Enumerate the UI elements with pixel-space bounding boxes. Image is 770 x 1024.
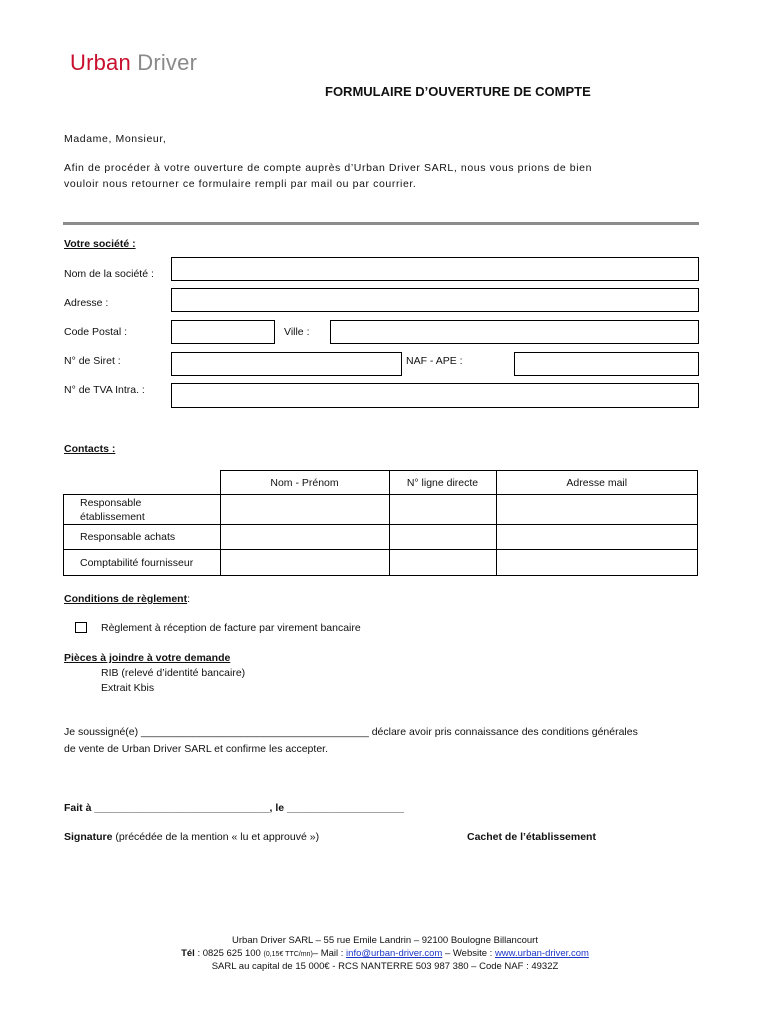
row-label	[64, 495, 221, 525]
greeting: Madame, Monsieur,	[64, 133, 167, 145]
declaration-line-1: Je soussigné(e) _______________________________________ déclare avoir pris connaissance des conditions générales	[64, 726, 638, 738]
column-header-phone: N° ligne directe	[389, 471, 496, 495]
table-row	[64, 525, 698, 550]
form-title: FORMULAIRE D’OUVERTURE DE COMPTE	[325, 84, 591, 99]
phone-cell[interactable]	[389, 495, 496, 525]
pieces-heading: Pièces à joindre à votre demande	[64, 652, 231, 664]
signature-label-text: Signature	[64, 831, 113, 843]
bank-transfer-checkbox[interactable]	[75, 622, 87, 633]
piece-item: Extrait Kbis	[101, 682, 155, 694]
footer-email-link[interactable]: info@urban-driver.com	[346, 948, 443, 959]
city-field[interactable]	[330, 320, 699, 344]
name-cell[interactable]	[220, 550, 389, 576]
place-date-line: Fait à ______________________________, le ____________________	[64, 802, 404, 814]
siret-field[interactable]	[171, 352, 402, 376]
table-header-row	[64, 471, 698, 495]
postal-code-field[interactable]	[171, 320, 275, 344]
city-label: Ville :	[284, 326, 310, 338]
conditions-heading	[64, 593, 190, 605]
email-cell[interactable]	[496, 495, 698, 525]
row-label: Responsable achats	[64, 525, 221, 550]
phone-cell[interactable]	[389, 525, 496, 550]
footer-contact-line	[0, 948, 770, 959]
signature-note: (précédée de la mention « lu et approuvé »)	[115, 831, 320, 843]
footer-address: Urban Driver SARL – 55 rue Emile Landrin – 92100 Boulogne Billancourt	[232, 935, 538, 946]
siret-label: N° de Siret :	[64, 355, 121, 367]
intro-line-1: Afin de procéder à votre ouverture de compte auprès d’Urban Driver SARL, nous vous prions de bien	[64, 162, 593, 174]
signature-label	[64, 831, 319, 843]
conditions-colon: :	[187, 593, 191, 605]
column-header-name: Nom - Prénom	[220, 471, 389, 495]
naf-label: NAF - APE :	[406, 355, 463, 367]
declaration-line-2: de vente de Urban Driver SARL et confirme les accepter.	[64, 743, 328, 755]
email-cell[interactable]	[496, 525, 698, 550]
row-label-line: établissement	[80, 510, 145, 523]
name-cell[interactable]	[220, 525, 389, 550]
footer-tel-rate: (0,15€ TTC/mn)	[263, 951, 313, 958]
logo-word-urban: Urban	[70, 50, 131, 75]
address-field[interactable]	[171, 288, 699, 312]
column-header-email: Adresse mail	[496, 471, 698, 495]
vat-label: N° de TVA Intra. :	[64, 384, 145, 396]
societe-heading: Votre société :	[64, 238, 136, 250]
row-label-line: Responsable	[80, 496, 142, 509]
address-label: Adresse :	[64, 297, 109, 309]
piece-item: RIB (relevé d’identité bancaire)	[101, 667, 246, 679]
contacts-heading: Contacts :	[64, 443, 116, 455]
footer-website-label: – Website :	[444, 948, 493, 959]
naf-field[interactable]	[514, 352, 699, 376]
bank-transfer-option-label: Règlement à réception de facture par virement bancaire	[101, 622, 361, 634]
table-row	[64, 550, 698, 576]
footer-legal: SARL au capital de 15 000€ - RCS NANTERRE 503 987 380 – Code NAF : 4932Z	[211, 961, 559, 972]
conditions-heading-text: Conditions de règlement	[64, 593, 188, 605]
email-cell[interactable]	[496, 550, 698, 576]
section-divider	[63, 222, 699, 225]
company-name-label: Nom de la société :	[64, 268, 154, 280]
brand-logo	[70, 50, 197, 76]
vat-field[interactable]	[171, 383, 699, 408]
header-blank-cell	[64, 471, 221, 495]
company-name-field[interactable]	[171, 257, 699, 281]
stamp-label: Cachet de l’établissement	[467, 831, 596, 843]
phone-cell[interactable]	[389, 550, 496, 576]
intro-line-2: vouloir nous retourner ce formulaire rempli par mail ou par courrier.	[64, 178, 417, 190]
footer-mail-label: – Mail :	[312, 948, 344, 959]
footer-tel-label: Tél	[181, 948, 195, 959]
postal-code-label: Code Postal :	[64, 326, 128, 338]
footer-website-link[interactable]: www.urban-driver.com	[494, 948, 589, 959]
footer-tel: : 0825 625 100	[197, 948, 261, 959]
table-row	[64, 495, 698, 525]
row-label: Comptabilité fournisseur	[64, 550, 221, 576]
contacts-table	[63, 470, 698, 576]
name-cell[interactable]	[220, 495, 389, 525]
logo-word-driver: Driver	[137, 50, 198, 75]
